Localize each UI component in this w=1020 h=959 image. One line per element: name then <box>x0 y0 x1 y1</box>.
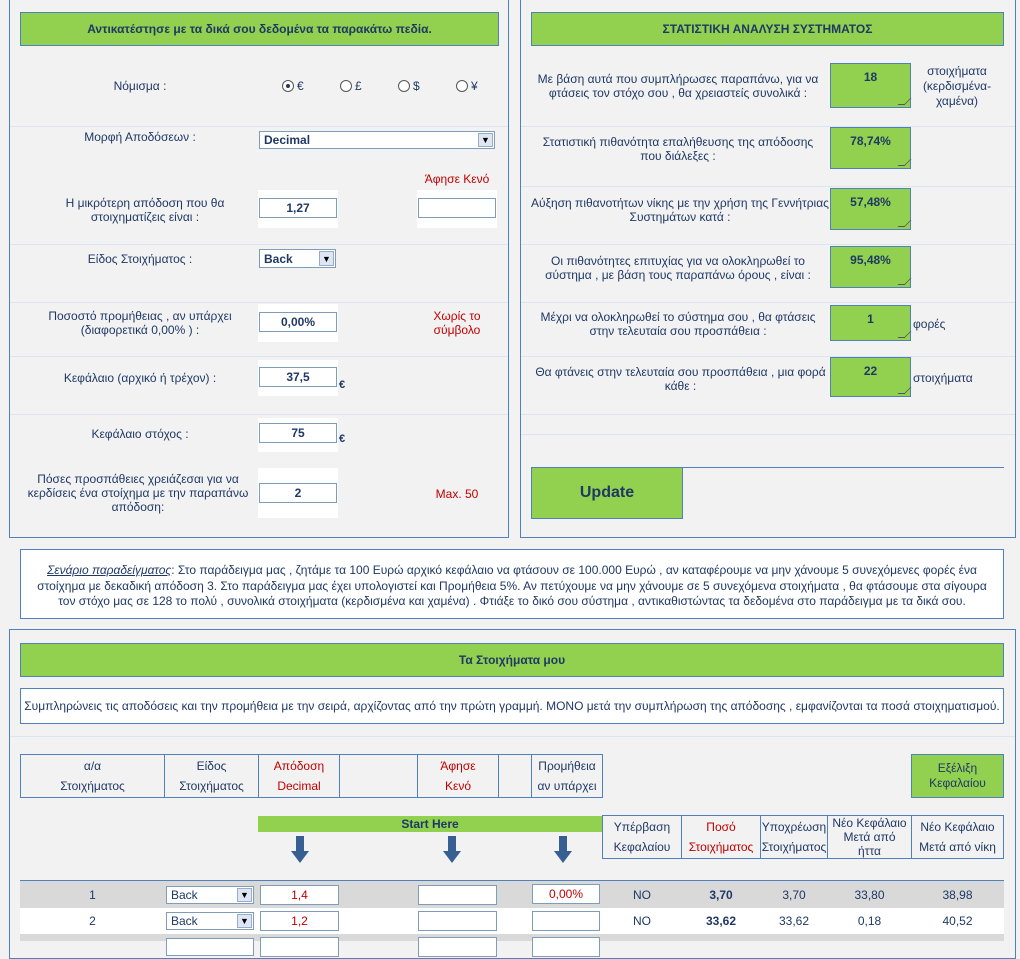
currency-radio-dollar[interactable]: $ <box>398 79 420 93</box>
row-commission-input[interactable]: 0,00% <box>532 884 600 904</box>
row-number: 1 <box>89 887 96 902</box>
stat-win-increase-value: 57,48% <box>830 188 911 230</box>
stat-last-attempt-label: Μέχρι να ολοκληρωθεί το σύστημα σου , θα φτάσεις στην τελευταία σου προσπάθεια : <box>540 310 816 338</box>
target-input[interactable]: 75 <box>259 423 337 443</box>
bet-type-select[interactable]: Back ▼ <box>259 249 336 268</box>
chevron-down-icon: ▼ <box>478 133 493 147</box>
row-liability: 3,70 <box>782 887 806 902</box>
stat-total-bets-value: 18 <box>830 63 911 108</box>
currency-radio-pound[interactable]: £ <box>340 79 362 93</box>
divider <box>521 302 1015 303</box>
col-header-evolution: Εξέλιξη Κεφαλαίου <box>911 754 1004 798</box>
commission-note: Χωρίς το σύμβολο <box>433 309 481 337</box>
radio-circle-icon <box>282 80 294 92</box>
scenario-box <box>20 549 1004 619</box>
divider <box>10 244 508 245</box>
bets-panel-header: Τα Στοιχήματα μου <box>20 643 1004 677</box>
attempts-input[interactable]: 2 <box>259 483 337 503</box>
min-odds-label: Η μικρότερη απόδοση που θα στοιχηματίζεις είναι : <box>65 196 225 224</box>
divider <box>521 434 1015 435</box>
commission-label: Ποσοστό προμήθειας , αν υπάρχει (διαφορετικά 0,00% ) : <box>48 309 232 337</box>
col-header-aa: α/α Στοιχήματος <box>20 754 165 798</box>
row-commission-input[interactable] <box>532 937 600 957</box>
leave-blank-note: Άφησε Κενό <box>424 172 490 186</box>
table-row <box>20 881 1004 908</box>
row-odds-input[interactable] <box>260 937 339 957</box>
attempts-label: Πόσες προσπάθειες χρειάζεσαι για να κερδίσεις ένα στοίχημα με την παραπάνω απόδοση: <box>27 472 249 514</box>
divider <box>10 356 508 357</box>
divider <box>10 126 508 127</box>
col-header-stake: Ποσό Στοιχήματος <box>681 815 761 859</box>
target-label: Κεφάλαιο στόχος : <box>91 427 189 441</box>
odds-format-label: Μορφή Αποδόσεων : <box>84 130 196 144</box>
row-after-loss: 0,18 <box>857 914 882 928</box>
currency-radio-euro[interactable]: € <box>282 79 304 93</box>
target-currency: € <box>339 433 346 445</box>
row-type-select[interactable]: Back ▼ <box>166 886 254 904</box>
row-blank-input[interactable] <box>418 885 497 905</box>
col-header-gap <box>498 754 532 798</box>
row-blank-input[interactable] <box>418 911 497 931</box>
divider <box>521 186 1015 187</box>
col-header-liability: Υποχρέωση Στοιχήματος <box>760 815 828 859</box>
col-header-empty <box>339 754 418 798</box>
stat-last-attempt-value: 1 <box>830 305 911 341</box>
stat-odds-probability-label: Στατιστική πιθανότητα επαλήθευσης της απόδοσης που διάλεξες : <box>542 135 814 163</box>
stats-panel-header: ΣΤΑΤΙΣΤΙΚΗ ΑΝΑΛΥΣΗ ΣΥΣΤΗΜΑΤΟΣ <box>531 12 1004 46</box>
stat-total-bets-label: Με βάση αυτά που συμπλήρωσες παραπάνω, για να φτάσεις τον στόχο σου , θα χρειαστείς συνολικά : <box>537 72 819 100</box>
divider <box>521 126 1015 127</box>
stat-frequency-label: Θα φτάνεις στην τελευταία σου προσπάθεια , μια φορά κάθε : <box>535 365 826 393</box>
stat-success-chance-label: Οι πιθανότητες επιτυχίας για να ολοκληρωθεί το σύστημα , με βάση τους παραπάνω όρους , είναι : <box>545 254 811 282</box>
bets-instructions: Συμπληρώνεις τις αποδόσεις και την προμήθεια με την σειρά, αρχίζοντας από την πρώτη γραμμή. ΜΟΝΟ μετά την συμπλήρωση της απόδοσης , εμφανίζονται τα ποσά στοιχηματισμού. <box>20 688 1004 724</box>
chevron-down-icon: ▼ <box>237 914 252 928</box>
stat-frequency-value: 22 <box>830 357 911 397</box>
row-number: 2 <box>89 914 96 928</box>
stat-success-chance-value: 95,48% <box>830 246 911 288</box>
row-exceed: NO <box>633 914 651 928</box>
row-odds-input[interactable]: 1,4 <box>260 885 339 905</box>
radio-circle-icon <box>340 80 352 92</box>
row-liability: 33,62 <box>778 914 810 928</box>
stat-total-bets-suffix: στοιχήματα (κερδισμένα-χαμένα) <box>922 64 992 108</box>
divider <box>521 414 1015 415</box>
divider <box>10 736 1015 737</box>
col-header-odds: Απόδοση Decimal <box>258 754 340 798</box>
currency-radio-yen[interactable]: ¥ <box>456 79 478 93</box>
row-after-loss: 33,80 <box>854 887 885 902</box>
attempts-note: Max. 50 <box>435 487 479 501</box>
update-button[interactable]: Update <box>531 467 683 519</box>
start-here-banner: Start Here <box>258 816 602 832</box>
table-row <box>20 934 1004 941</box>
row-exceed: NO <box>633 887 651 902</box>
currency-label: Νόμισμα : <box>113 79 167 93</box>
row-odds-input[interactable]: 1,2 <box>260 911 339 931</box>
row-blank-input[interactable] <box>418 937 497 957</box>
stat-last-attempt-suffix: φορές <box>913 317 946 331</box>
col-header-after-loss: Νέο Κεφάλαιο Μετά από ήττα <box>827 815 912 859</box>
blank-input[interactable] <box>418 198 496 218</box>
row-after-win: 38,98 <box>942 887 973 902</box>
capital-currency: € <box>339 379 346 391</box>
arrow-down-icon <box>442 836 462 864</box>
row-type-select[interactable]: Back ▼ <box>166 912 254 930</box>
stat-frequency-suffix: στοιχήματα <box>913 371 973 385</box>
capital-label: Κεφάλαιο (αρχικό ή τρέχον) : <box>63 371 217 385</box>
divider <box>521 244 1015 245</box>
col-header-commission: Προμήθεια αν υπάρχει <box>531 754 603 798</box>
radio-circle-icon <box>456 80 468 92</box>
odds-format-select[interactable]: Decimal ▼ <box>259 131 495 149</box>
radio-circle-icon <box>398 80 410 92</box>
arrow-down-icon <box>290 836 310 864</box>
scenario-link[interactable]: Σενάριο παραδείγματος <box>47 563 172 577</box>
row-stake: 3,70 <box>709 887 733 902</box>
input-panel-header: Αντικατέστησε με τα δικά σου δεδομένα τα παρακάτω πεδία. <box>20 12 499 46</box>
table-row <box>20 908 1004 934</box>
arrow-down-icon <box>553 836 573 864</box>
divider <box>521 356 1015 357</box>
row-stake: 33,62 <box>705 914 737 928</box>
divider <box>10 414 508 415</box>
row-after-win: 40,52 <box>942 914 973 928</box>
divider <box>683 467 1004 468</box>
row-commission-input[interactable] <box>532 911 600 931</box>
chevron-down-icon: ▼ <box>319 251 334 266</box>
col-header-blank: Άφησε Κενό <box>417 754 499 798</box>
scenario-text: : Στο παράδειγμα μας , ζητάμε τα 100 Ευρώ αρχικό κεφάλαιο να φτάσουν σε 100.000 Ευρώ , αν καταφέρουμε να μην χάνουμε 5 συνεχόμενες φορές ένα στοίχημα με δεκαδική απόδοση 3. Στο παράδειγμα μας έχει υπολογιστεί και Προμήθεια 5%. Αν πετύχουμε να μην χάνουμε σε 5 συνεχόμενα στοιχήματα , θα φτάσουμε στα σίγουρα τον στόχο μας σε 128 το πολύ , συνολικά στοιχήματα (κερδισμένα και χαμένα) . Φτιάξε το δικό σου σύστημα , αντικαθιστώντας τα δεδομένα στο παράδειγμα με τα δικά σου. <box>37 563 987 608</box>
bet-type-label: Είδος Στοιχήματος : <box>87 252 193 266</box>
min-odds-input[interactable]: 1,27 <box>259 198 337 218</box>
divider <box>10 302 508 303</box>
commission-input[interactable]: 0,00% <box>259 312 337 332</box>
chevron-down-icon: ▼ <box>237 888 252 902</box>
col-header-type: Είδος Στοιχήματος <box>164 754 259 798</box>
stat-win-increase-label: Αύξηση πιθανοτήτων νίκης με την χρήση της Γεννήτριας Συστημάτων κατά : <box>531 196 829 224</box>
col-header-exceed: Υπέρβαση Κεφαλαίου <box>602 815 682 859</box>
stat-odds-probability-value: 78,74% <box>830 127 911 169</box>
col-header-after-win: Νέο Κεφάλαιο Μετά από νίκη <box>911 815 1004 859</box>
capital-input[interactable]: 37,5 <box>259 367 337 387</box>
